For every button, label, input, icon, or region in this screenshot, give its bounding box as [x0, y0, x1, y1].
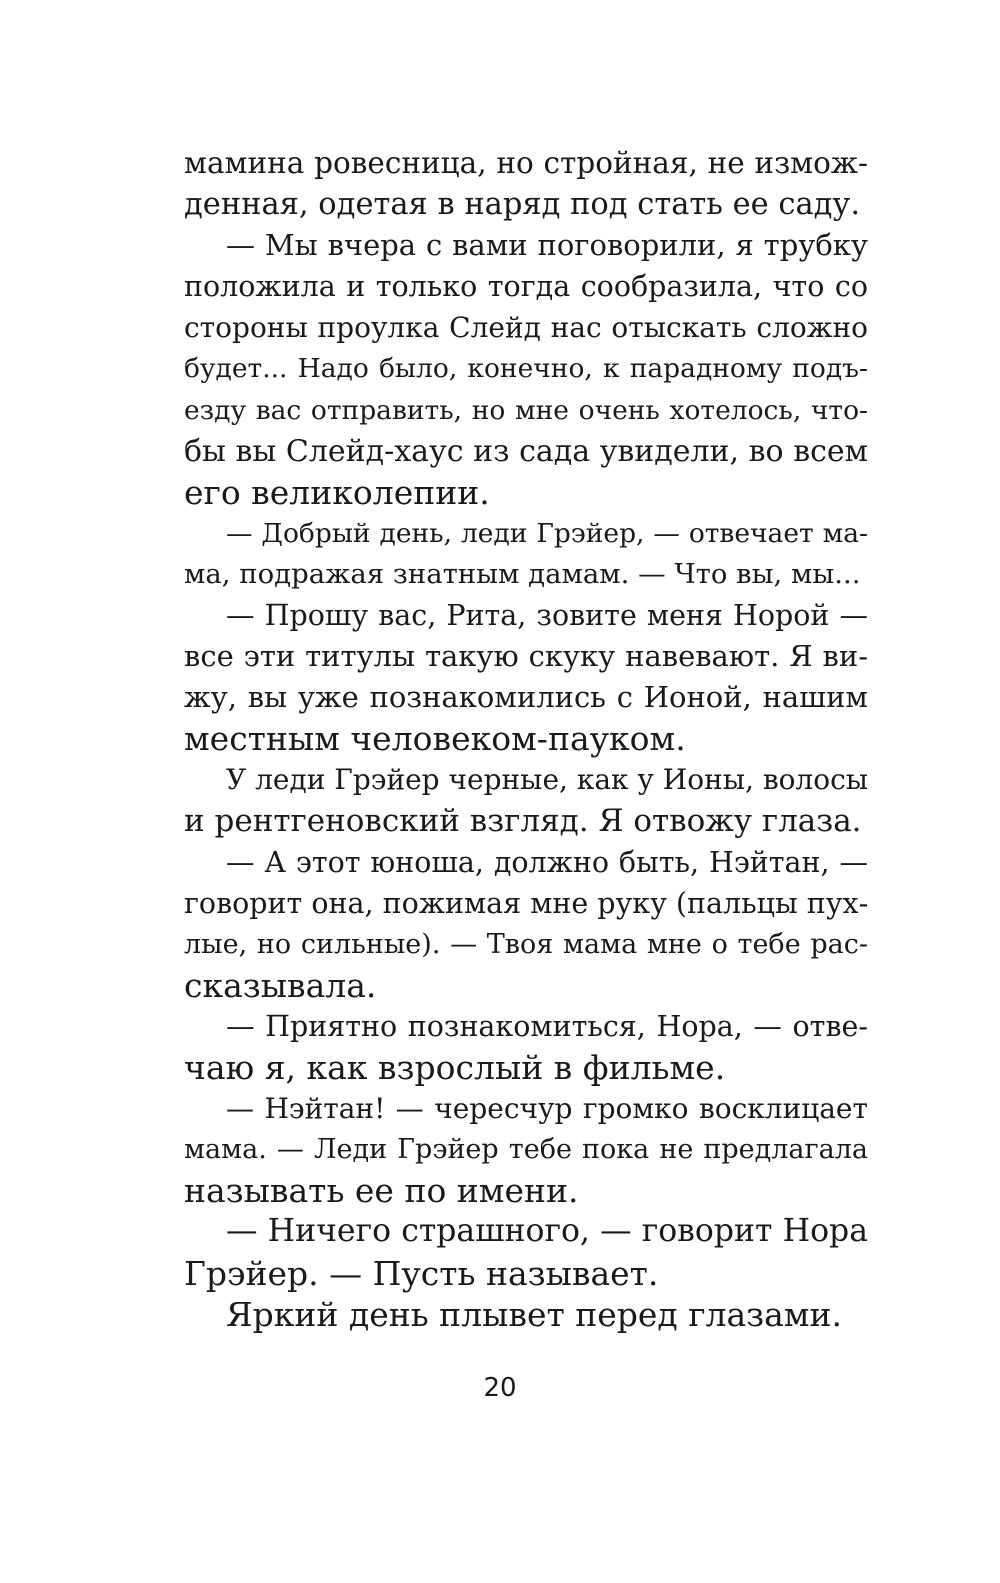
text-line: его великолепии. — [184, 472, 490, 512]
text-line: все эти титулы такую скуку навевают. Я ви- — [184, 639, 868, 674]
page-number: 20 — [483, 1373, 517, 1403]
text-line: ма, подражая знатным дамам. — Что вы, мы... — [184, 557, 861, 590]
text-line: мамина ровесница, но стройная, не измож- — [184, 146, 868, 180]
text-line: называть ее по имени. — [184, 1171, 579, 1211]
text-line: местным человеком-пауком. — [184, 719, 686, 759]
text-line: езду вас отправить, но мне очень хотелось, что- — [184, 394, 868, 426]
body-text — [184, 143, 868, 1335]
text-line: — А этот юноша, должно быть, Нэйтан, — — [226, 845, 868, 879]
text-line: — Мы вчера с вами поговорили, я трубку — [226, 228, 868, 263]
text-line: мама. — Леди Грэйер тебе пока не предлагала — [184, 1134, 868, 1166]
text-line: и рентгеновский взгляд. Я отвожу глаза. — [184, 802, 862, 839]
text-line: говорит она, пожимая мне руку (пальцы пух- — [184, 886, 869, 920]
text-line: бы вы Слейд-хаус из сада увидели, во всем — [184, 433, 868, 469]
text-line: сказывала. — [184, 965, 377, 1005]
text-line: будет... Надо было, конечно, к парадному подъ- — [184, 353, 868, 385]
text-line: Грэйер. — Пусть называет. — [184, 1253, 659, 1293]
text-line: стороны проулка Слейд нас отыскать сложно — [184, 311, 868, 345]
text-line: Яркий день плывет перед глазами. — [226, 1294, 842, 1334]
text-line: лые, но сильные). — Твоя мама мне о тебе рас- — [184, 928, 868, 960]
text-line: — Прошу вас, Рита, зовите меня Норой — — [226, 599, 868, 633]
text-line: — Добрый день, леди Грэйер, — отвечает ма- — [226, 517, 868, 549]
text-line: У леди Грэйер черные, как у Ионы, волосы — [226, 763, 869, 797]
text-line: денная, одетая в наряд под стать ее саду. — [184, 187, 861, 223]
text-line: — Приятно познакомиться, Нора, — отве- — [226, 1009, 868, 1043]
text-line: — Нэйтан! — чересчур громко восклицает — [226, 1092, 868, 1126]
text-line: чаю я, как взрослый в фильме. — [184, 1048, 726, 1088]
text-line: положила и только тогда сообразила, что со — [184, 270, 868, 304]
text-line: жу, вы уже познакомились с Ионой, нашим — [184, 680, 868, 715]
text-line: — Ничего страшного, — говорит Нора — [226, 1213, 868, 1250]
